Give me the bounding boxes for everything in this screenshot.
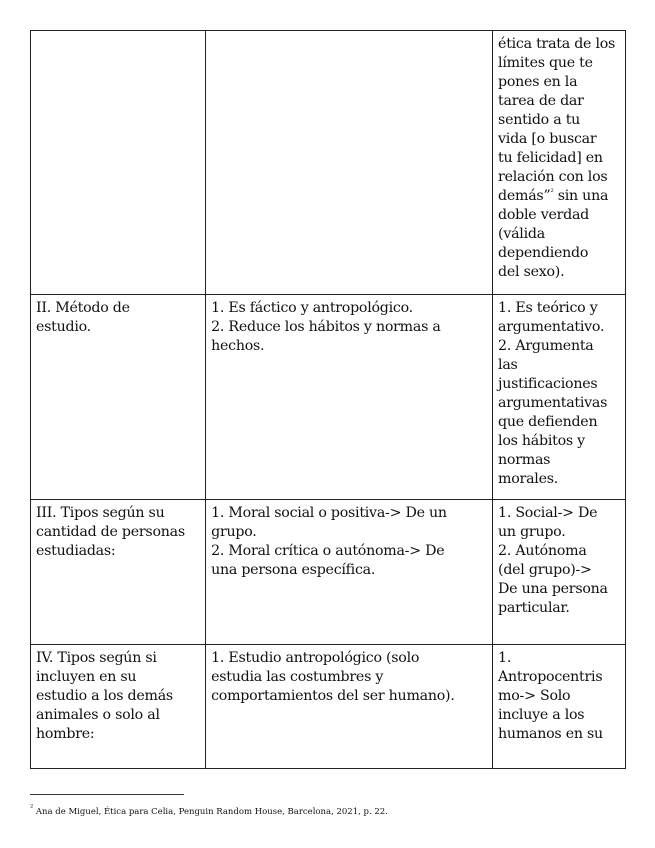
cell-line: dependiendo [498,245,589,261]
cell-line: 1. Estudio antropológico (solo [211,650,420,666]
cell-line: un grupo. [498,524,566,540]
table-cell [31,500,206,645]
cell-line: hombre: [36,726,95,742]
cell-line: 1. Social-> De [498,505,598,521]
cell-line: Antropocentris [498,669,603,685]
cell-line: normas [498,452,551,468]
footnote-text: Ana de Miguel, Ética para Celia, Penguin Random House, Barcelona, 2021, p. 22. [35,807,388,817]
cell-line: (del grupo)-> [498,562,592,578]
cell-line: relación con los [498,169,608,185]
table-cell [206,645,493,769]
cell-line: estudio. [36,319,91,335]
cell-line: tarea de dar [498,93,584,109]
cell-line: las [498,357,518,373]
cell-line: estudia las costumbres y [211,669,384,685]
cell-line: De una persona [498,581,608,597]
cell-line: 1. Es teórico y [498,300,598,316]
table-cell [31,645,206,769]
cell-line: II. Método de [36,300,130,316]
cell-line: grupo. [211,524,257,540]
cell-line: incluyen en su [36,669,137,685]
cell-line: cantidad de personas [36,524,185,540]
table-cell [206,500,493,645]
cell-line: estudiadas: [36,543,116,559]
quote-tail: sin una [553,188,609,204]
cell-line: del sexo). [498,264,565,280]
cell-line-with-footnote [498,187,620,206]
table-cell [31,295,206,500]
cell-line: III. Tipos según su [36,505,165,521]
cell-line: una persona específica. [211,562,376,578]
cell-line: vida [o buscar [498,131,597,147]
cell-line: hechos. [211,338,265,354]
table-cell [206,295,493,500]
quote-end: demás” [498,188,551,204]
cell-line: morales. [498,471,559,487]
table-cell [493,500,626,645]
table-cell [31,31,206,295]
cell-line: particular. [498,600,570,616]
cell-line: argumentativas [498,395,608,411]
cell-line: 2. Argumenta [498,338,594,354]
cell-line: mo-> Solo [498,688,571,704]
table-cell [493,645,626,769]
table-row [31,645,626,769]
cell-line: 2. Reduce los hábitos y normas a [211,319,441,335]
table-row [31,31,626,295]
footnote-marker: ² [30,803,34,813]
cell-line: ética trata de los [498,36,616,52]
footnote [30,803,630,818]
cell-line: 2. Moral crítica o autónoma-> De [211,543,445,559]
cell-line: (válida [498,226,545,242]
cell-line: estudio a los demás [36,688,173,704]
table-cell [206,31,493,295]
footnote-divider [30,794,184,795]
cell-line: 2. Autónoma [498,543,587,559]
cell-line: límites que te [498,55,593,71]
table-cell [493,31,626,295]
table-row [31,295,626,500]
cell-line: comportamientos del ser humano). [211,688,455,704]
cell-line: que defienden [498,414,598,430]
table-cell [493,295,626,500]
cell-line: animales o solo al [36,707,160,723]
cell-line: los hábitos y [498,433,585,449]
cell-line: humanos en su [498,726,603,742]
cell-line: doble verdad [498,207,590,223]
cell-line: sentido a tu [498,112,581,128]
cell-line: tu felicidad] en [498,150,603,166]
cell-line: argumentativo. [498,319,605,335]
cell-line: pones en la [498,74,578,90]
cell-line: 1. Moral social o positiva-> De un [211,505,447,521]
cell-line: IV. Tipos según si [36,650,157,666]
comparison-table [30,30,626,769]
cell-line: incluye a los [498,707,585,723]
footnote-ref: ² [550,187,554,197]
cell-line: justificaciones [498,376,598,392]
cell-line: 1. [498,650,512,666]
cell-line: 1. Es fáctico y antropológico. [211,300,413,316]
table-row [31,500,626,645]
